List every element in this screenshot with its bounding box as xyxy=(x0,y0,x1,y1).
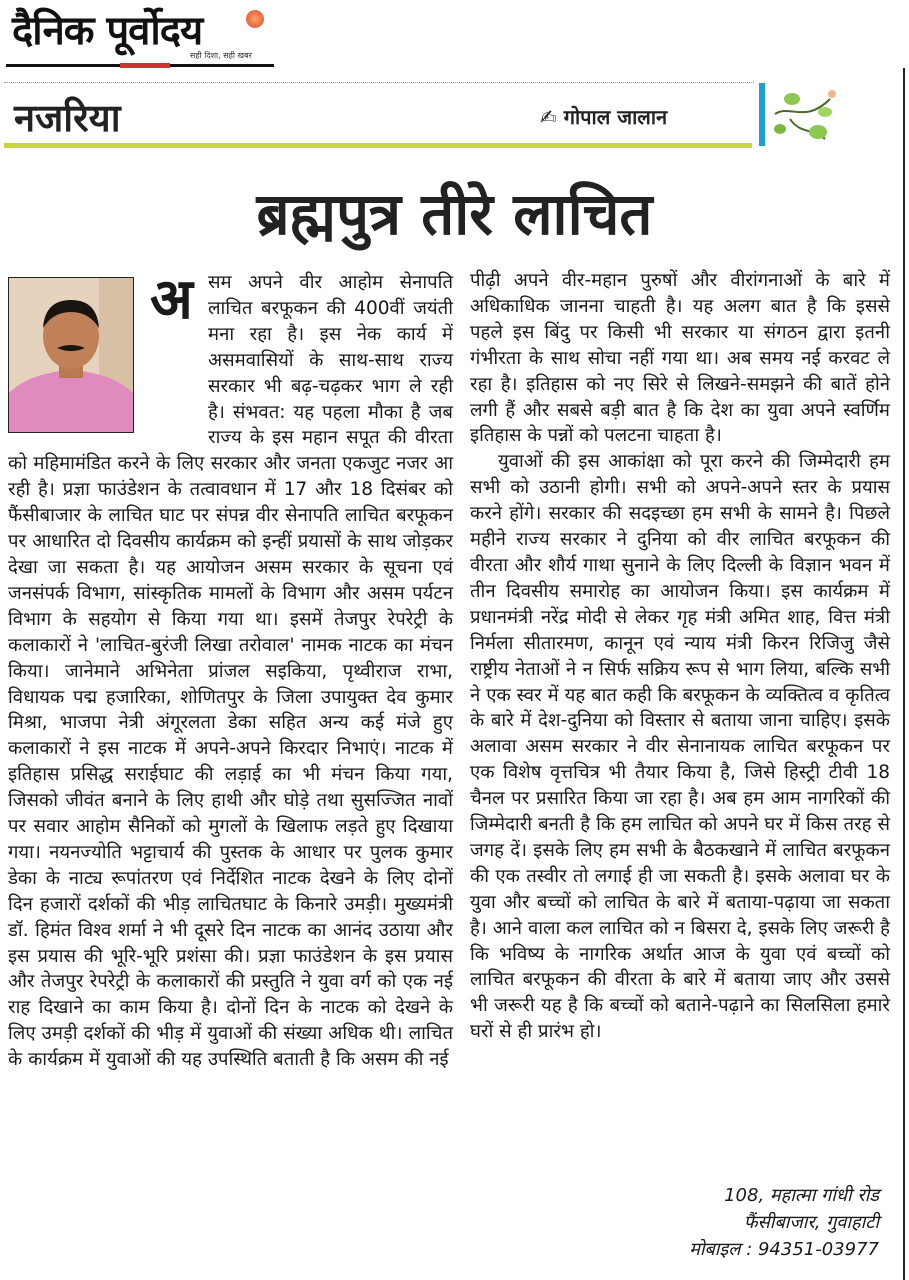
article-paragraph: पीढ़ी अपने वीर-महान पुरुषों और वीरांगनाओं के बारे में अधिकाधिक जानना चाहती है। यह अलग बात है कि इससे पहले इस बिंदु पर किसी भी सरकार या संगठन द्वारा इतनी गंभीरता के साथ सोचा नहीं गया था। अब समय नई करवट ले रहा है। इतिहास को नए सिरे से लिखने-समझने की बातें होने लगी हैं और सबसे बड़ी बात है कि देश का युवा अपने स्वर्णिम इतिहास के पन्नों को पलटना चाहता है। xyxy=(470,270,890,447)
author-address xyxy=(689,1182,879,1263)
section-blue-bar xyxy=(759,83,765,146)
logo-sun-icon xyxy=(246,10,264,28)
address-street: 108, महात्मा गांधी रोड xyxy=(724,1185,879,1206)
section-green-rule xyxy=(4,143,752,148)
section-title: नजरिया xyxy=(14,96,121,140)
pen-writing-icon: ✍ xyxy=(540,105,564,129)
address-mobile: मोबाइल : 94351-03977 xyxy=(689,1239,879,1260)
drop-cap: अ xyxy=(150,267,193,332)
dotted-divider xyxy=(4,82,754,83)
author-name: गोपाल जालान xyxy=(563,105,668,129)
article-headline: ब्रह्मपुत्र तीरे लाचित xyxy=(256,180,653,248)
article-column-right xyxy=(470,268,890,1045)
newspaper-tagline: सही दिशा, सही खबर xyxy=(190,51,252,60)
article-column-left xyxy=(8,267,453,1073)
article-paragraph: युवाओं की इस आकांक्षा को पूरा करने की जिम्मेदारी हम सभी को उठानी होगी। सभी को अपने-अपने स्तर के प्रयास करने होंगे। सरकार की सदइच्छा हम सभी के सामने है। पिछले महीने राज्य सरकार ने दुनिया को वीर लाचित बरफूकन की वीरता और शौर्य गाथा सुनाने के लिए दिल्ली के विज्ञान भवन में तीन दिवसीय समारोह का आयोजन किया। इस कार्यक्रम में प्रधानमंत्री नरेंद्र मोदी से लेकर गृह मंत्री अमित शाह, वित्त मंत्री निर्मला सीतारमण, कानून एवं न्याय मंत्री किरन रिजिजु जैसे राष्ट्रीय नेताओं ने न सिर्फ सक्रिय रूप से भाग लिया, बल्कि सभी ने एक स्वर में यह बात कही कि बरफूकन के व्यक्तित्व व कृतित्व के बारे में देश-दुनिया को विस्तार से बताया जाना चाहिए। इसके अलावा असम सरकार ने वीर सेनानायक लाचित बरफूकन पर एक विशेष वृत्तचित्र भी तैयार किया है, जिसे हिस्ट्री टीवी 18 चैनल पर प्रसारित किया जा रहा है। अब हम आम नागरिकों की जिम्मेदारी बनती है कि हम लाचित को अपने घर में किस तरह से जगह दें। इसके लिए हम सभी के बैठकखाने में लाचित बरफूकन की एक तस्वीर तो लगाई ही जा सकती है। इसके अलावा घर के युवा और बच्चों को लाचित के बारे में बताया-पढ़ाया जा सकता है। आने वाला कल लाचित को न बिसरा दे, इसके लिए जरूरी है कि भविष्य के नागरिक अर्थात आज के युवा एवं बच्चों को लाचित बरफूकन की वीरता के बारे में बताया जाए और उससे भी जरूरी यह है कि बच्चों को बताने-पढ़ाने का सिलसिला हमारे घरों से ही प्रारंभ हो। xyxy=(470,451,890,1043)
logo-underline-accent xyxy=(120,63,170,68)
leaf-vine-icon xyxy=(770,84,840,144)
article-paragraph: सम अपने वीर आहोम सेनापति लाचित बरफूकन की 400वीं जयंती मना रहा है। इस नेक कार्य में असमवासियों के साथ-साथ राज्य सरकार भी बढ़-चढ़कर भाग ले रही है। संभवत: यह पहला मौका है जब राज्य के इस महान सपूत की वीरता को महिमामंडित करने के लिए सरकार और जनता एकजुट नजर आ रही है। प्रज्ञा फाउंडेशन के तत्वावधान में 17 और 18 दिसंबर को फैंसीबाजार के लाचित घाट पर संपन्न वीर सेनापति लाचित बरफूकन पर आधारित दो दिवसीय कार्यक्रम को इन्हीं प्रयासों के साथ जोड़कर देखा जा सकता है। यह आयोजन असम सरकार के सूचना एवं जनसंपर्क विभाग, सांस्कृतिक मामलों के विभाग और असम पर्यटन विभाग के सहयोग से किया गया था। इसमें तेजपुर रेपरेट्री के कलाकारों ने 'लाचित-बुरंजी लिखा तरोवाल' नामक नाटक का मंचन किया। जानेमाने अभिनेता प्रांजल सइकिया, पृथ्वीराज राभा, विधायक पद्म हजारिका, शोणितपुर के जिला उपायुक्त देव कुमार मिश्रा, भाजपा नेत्री अंगूरलता डेका सहित अन्य कई मंजे हुए कलाकारों ने इस नाटक में अपने-अपने किरदार निभाएं। नाटक में इतिहास प्रसिद्ध सराईघाट की लड़ाई का भी मंचन किया गया, जिसको जीवंत बनाने के लिए हाथी और घोड़े तथा सुसज्जित नावों पर सवार आहोम सैनिकों को मुगलों के खिलाफ लड़ते हुए दिखाया गया। नयनज्योति भट्टाचार्य की पुस्तक के आधार पर पुलक कुमार डेका के नाट्य रूपांतरण एवं निर्देशित नाटक देखने के लिए दोनों दिन हजारों दर्शकों की भीड़ लाचितघाट के किनारे उमड़ी। मुख्यमंत्री डॉ. हिमंत विश्व शर्मा ने भी दूसरे दिन नाटक का आनंद उठाया और इस प्रयास की भूरि-भूरि प्रशंसा की। प्रज्ञा फाउंडेशन के इस प्रयास और तेजपुर रेपरेट्री के कलाकारों की प्रस्तुति ने युवा वर्ग को एक नई राह दिखाने का काम किया है। दोनों दिन के नाटक को देखने के लिए उमड़ी दर्शकों की भीड़ में युवाओं की संख्या अधिक थी। लाचित के कार्यक्रम में युवाओं की यह उपस्थिति बताती है कि असम की नई xyxy=(8,272,453,1071)
address-city: फैंसीबाजार, गुवाहाटी xyxy=(743,1212,879,1233)
author-byline xyxy=(540,103,667,130)
newspaper-logo: दैनिक पूर्वोदय xyxy=(12,8,203,54)
